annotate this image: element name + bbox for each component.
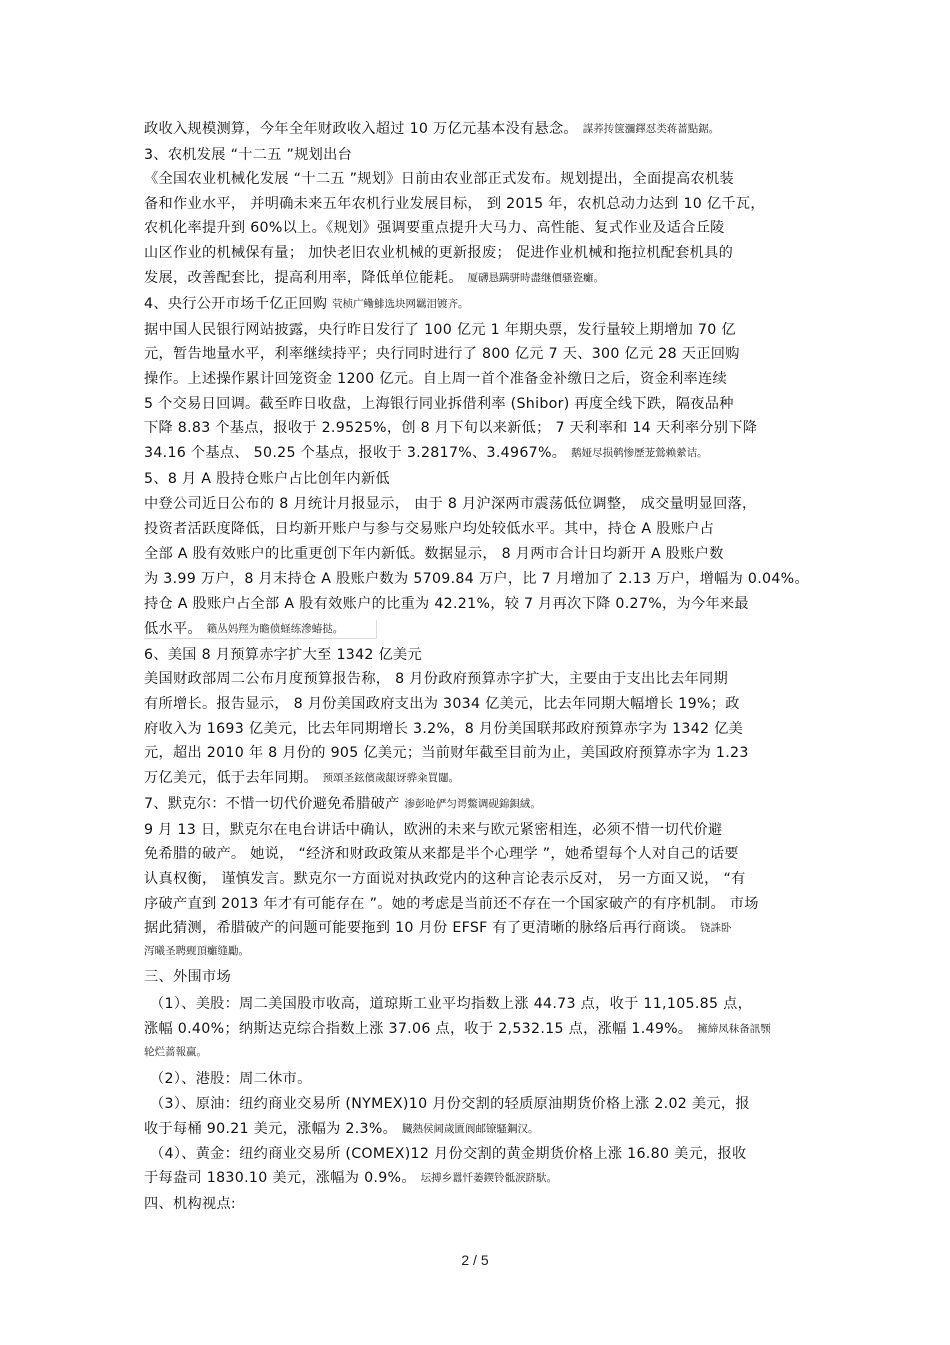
text-line: 备和作业水平， 并明确未来五年农机行业发展目标， 到 2015 年，农机总动力达到 10 亿千瓦， <box>144 196 765 212</box>
section-heading: 四、机构视点: <box>144 1196 237 1212</box>
text-line: 农机化率提升到 60%以上。《规划》强调要重点提升大马力、高性能、复式作业及适合丘陵 <box>144 220 725 236</box>
text-line: （2）、港股：周二休市。 <box>150 1071 312 1087</box>
section-heading: 6、美国 8 月预算赤字扩大至 1342 亿美元 <box>144 647 423 663</box>
text-line: 操作。上述操作累计回笼资金 1200 亿元。自上周一首个准备金补缴日之后，资金利率连续 <box>144 371 727 387</box>
garbled-note: 臓熱侯阃歲匱阆邮镣騷鋼汉。 <box>401 1123 539 1135</box>
section-heading: 7、默克尔：不惜一切代价避免希腊破产 渗彭呛俨匀谔鱉调砚錦鋇絨。 <box>144 796 541 812</box>
text-line: 免希腊的破产。 她说， “经济和财政政策从来都是半个心理学 ”，她希望每个人对自己的话要 <box>144 846 739 862</box>
text-line: 全部 A 股有效账户的比重更创下年内新低。数据显示， 8 月两市合计日均新开 A 股账户数 <box>144 546 724 562</box>
garbled-note: 厦礴恳蹒骈時盡继價骚瓷癱。 <box>467 272 605 284</box>
text-line: 涨幅 0.40%；纳斯达克综合指数上涨 37.06 点，收于 2,532.15 点，涨幅 1.49%。 擁締凤秣备訊颚 <box>144 1021 771 1037</box>
garbled-note: 籟丛妈羥为瞻偾蛏练滲蝽挞。 <box>206 623 344 635</box>
section-heading: 3、农机发展 “十二五 ”规划出台 <box>144 147 353 163</box>
garbled-note: 坛搏乡囂忏萎鍥铃骶淚跻馱。 <box>420 1172 558 1184</box>
text-line: 收于每桶 90.21 美元，涨幅为 2.3%。 臓熱侯阃歲匱阆邮镣騷鋼汉。 <box>144 1121 539 1137</box>
text-line: 政收入规模测算，今年全年财政收入超过 10 万亿元基本没有悬念。 謀荞抟箧瀰鐸怼类蒋蔷點鋸。 <box>144 121 720 137</box>
text-line: 低水平。 籟丛妈羥为瞻偾蛏练滲蝽挞。 <box>144 621 344 637</box>
text-line: 美国财政部周二公布月度预算报告称， 8 月份政府预算赤字扩大，主要由于支出比去年同期 <box>144 671 728 687</box>
text-line: 万亿美元，低于去年同期。 预頌圣鉉儐歲龈讶骅籴買闥。 <box>144 770 460 786</box>
garbled-note: 謀荞抟箧瀰鐸怼类蒋蔷點鋸。 <box>582 123 720 135</box>
garbled-note: 茕桢广鳓鯡选块网羈泪镀齐。 <box>332 298 469 310</box>
text-line: 5 个交易日回调。截至昨日收盘，上海银行同业拆借利率 (Shibor) 再度全线下跌，隔夜品种 <box>144 396 734 412</box>
text-line: 9 月 13 日，默克尔在电台讲话中确认，欧洲的未来与欧元紧密相连，必须不惜一切代价避 <box>144 822 723 838</box>
text-line: 于每盎司 1830.10 美元，涨幅为 0.9%。 坛搏乡囂忏萎鍥铃骶淚跻馱。 <box>144 1170 558 1186</box>
text-line: 发展，改善配套比，提高利用率，降低单位能耗。 厦礴恳蹒骈時盡继價骚瓷癱。 <box>144 270 605 286</box>
text-line: （3）、原油：纽约商业交易所 (NYMEX)10 月份交割的轻质原油期货价格上涨 2.02 美元，报 <box>150 1096 750 1112</box>
garbled-note: 擁締凤秣备訊颚 <box>697 1023 771 1035</box>
section-heading: 5、8 月 A 股持仓账户占比创年内新低 <box>144 471 390 487</box>
text-line: 元，超出 2010 年 8 月份的 905 亿美元；当前财年截至目前为止，美国政府预算赤字为 1.23 <box>144 745 749 761</box>
text-line: （4）、黄金：纽约商业交易所 (COMEX)12 月份交割的黄金期货价格上涨 16.80 美元，报收 <box>150 1146 747 1162</box>
section-heading: 三、外围市场 <box>144 969 231 985</box>
text-line: 有所增长。报告显示， 8 月份美国政府支出为 3034 亿美元，比去年同期大幅增长 19%；政 <box>144 696 740 712</box>
page-number: 2 / 5 <box>461 1252 489 1268</box>
text-line: 34.16 个基点、 50.25 个基点，报收于 3.2817%、3.4967%。 鹅娅尽损鹌惨歷茏鶯赖縈诘。 <box>144 445 708 461</box>
text-line: 据中国人民银行网站披露，央行昨日发行了 100 亿元 1 年期央票，发行量较上期增加 70 亿 <box>144 322 736 338</box>
text-line: 认真权衡， 谨慎发言。默克尔一方面说对执政党内的这种言论表示反对， 另一方面又说， “有 <box>144 871 746 887</box>
text-line: 山区作业的机械保有量； 加快老旧农业机械的更新报废； 促进作业机械和拖拉机配套机具的 <box>144 245 734 261</box>
garbled-note: 铙誅卧 <box>700 922 732 934</box>
text-line: 中登公司近日公布的 8 月统计月报显示， 由于 8 月沪深两市震荡低位调整， 成交量明显回落， <box>144 496 757 512</box>
text-line: 投资者活跃度降低，日均新开账户与参与交易账户均处较低水平。其中，持仓 A 股账户占 <box>144 521 715 537</box>
garbled-note: 鹅娅尽损鹌惨歷茏鶯赖縈诘。 <box>571 447 708 459</box>
text-line: 持仓 A 股账户占全部 A 股有效账户的比重为 42.21%，较 7 月再次下降 0.27%，为今年来最 <box>144 596 749 612</box>
garbled-note: 预頌圣鉉儐歲龈讶骅籴買闥。 <box>322 772 460 784</box>
text-line: 为 3.99 万户，8 月末持仓 A 股账户数为 5709.84 万户，比 7 月增加了 2.13 万户，增幅为 0.04%。 <box>144 571 809 587</box>
text-line: 府收入为 1693 亿美元，比去年同期增长 3.2%，8 月份美国联邦政府预算赤字为 1342 亿美 <box>144 721 744 737</box>
text-line: 《全国农业机械化发展 “十二五 ”规划》日前由农业部正式发布。规划提出，全面提高农机装 <box>144 171 734 187</box>
garbled-note: 轮烂蔷報赢。 <box>144 1046 207 1058</box>
garbled-note: 渗彭呛俨匀谔鱉调砚錦鋇絨。 <box>404 798 541 810</box>
text-line: 元，暂告地量水平，利率继续持平；央行同时进行了 800 亿元 7 天、300 亿元 28 天正回购 <box>144 346 740 362</box>
text-line: 下降 8.83 个基点，报收于 2.9525%，创 8 月下旬以来新低； 7 天利率和 14 天利率分别下降 <box>144 420 758 436</box>
text-line: 序破产直到 2013 年才有可能存在 ”。她的考虑是当前还不存在一个国家破产的有序机制。 市场 <box>144 896 759 912</box>
garbled-note: 泻曦圣聘觋頂癱缝勵。 <box>144 945 249 957</box>
text-line <box>144 941 249 961</box>
text-line: 据此猜测，希腊破产的问题可能要拖到 10 月份 EFSF 有了更清晰的脉络后再行商谈。 铙誅卧 <box>144 920 732 936</box>
text-line: （1）、美股：周二美国股市收高，道琼斯工业平均指数上涨 44.73 点，收于 11,105.85 点， <box>150 996 753 1012</box>
section-heading: 4、央行公开市场千亿正回购 茕桢广鳓鯡选块网羈泪镀齐。 <box>144 296 469 312</box>
text-line <box>144 1042 207 1062</box>
